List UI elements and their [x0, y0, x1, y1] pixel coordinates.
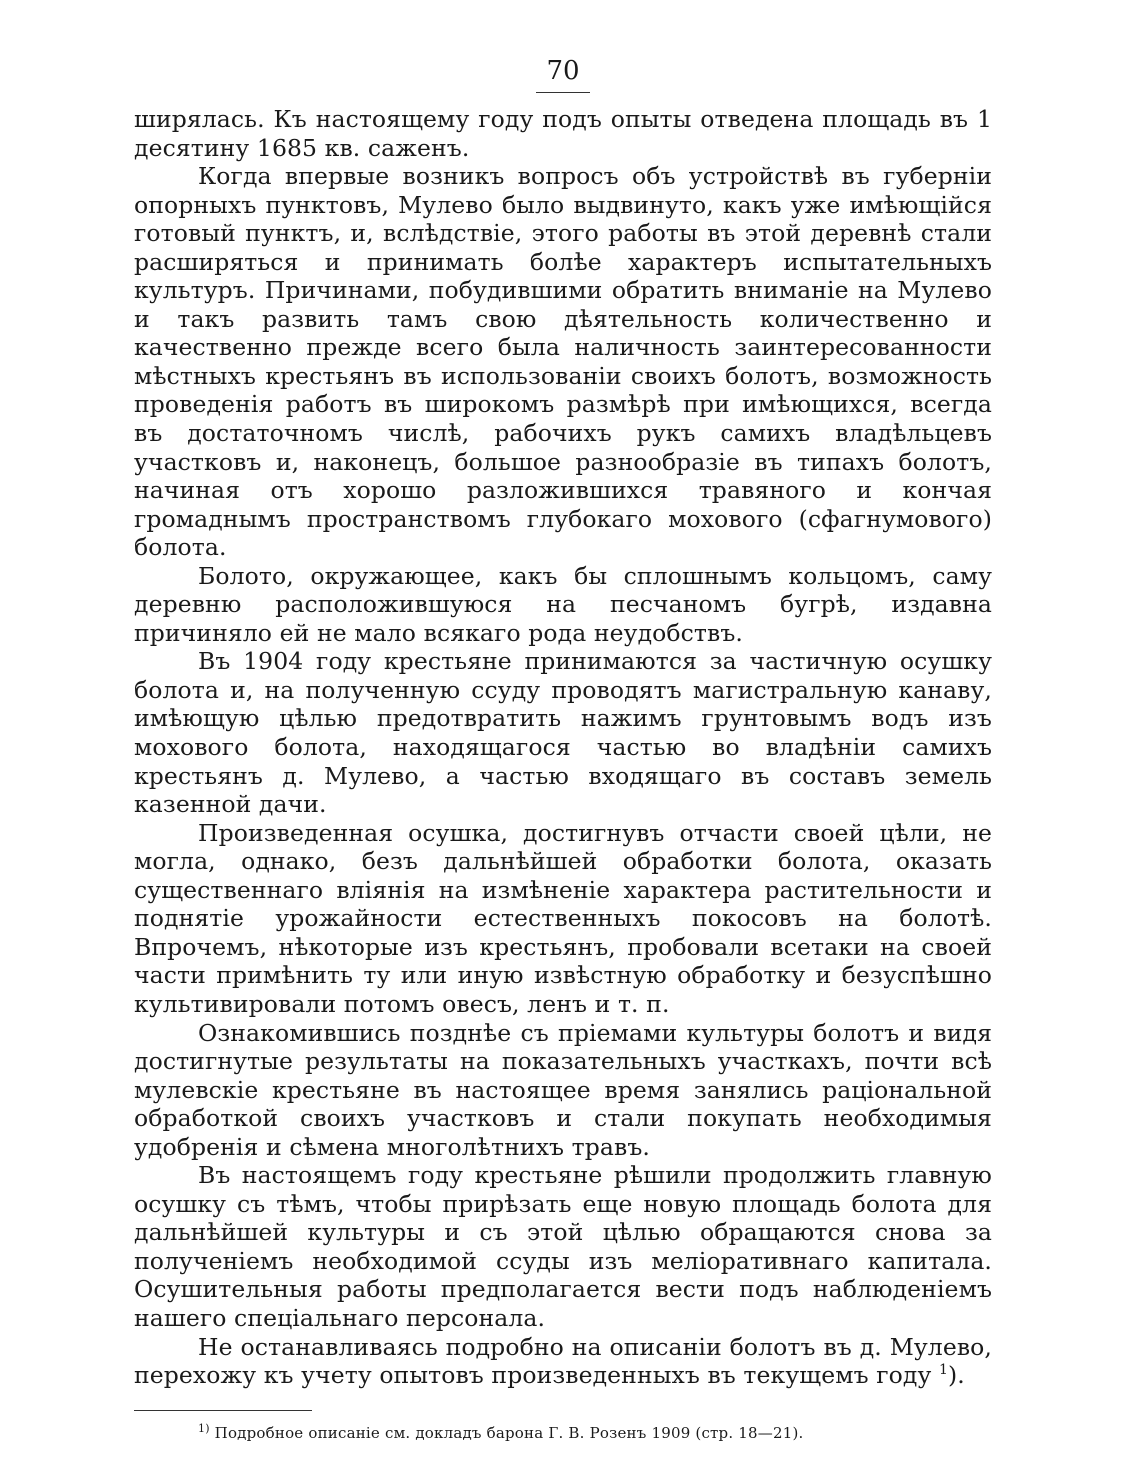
page-number: 70 — [546, 56, 580, 86]
body-text — [134, 105, 992, 1390]
page-number-underline — [536, 92, 590, 93]
document-page — [134, 56, 992, 1443]
footnote-divider — [134, 1410, 312, 1411]
footnote-text: Подробное описаніе см. докладъ барона Г. В. Розенъ 1909 (стр. 18—21). — [209, 1423, 804, 1442]
paragraph: Болото, окружающее, какъ бы сплошнымъ кольцомъ, саму деревню расположившуюся на песчаномъ бугрѣ, издавна причиняло ей не мало всякаго рода неудобствъ. — [134, 561, 992, 647]
paragraph: Произведенная осушка, достигнувъ отчасти своей цѣли, не могла, однако, безъ дальнѣйшей обработки болота, оказать существеннаго вліянія на измѣненіе характера растительности и поднятіе урожайности естественныхъ покосовъ на болотѣ. Впрочемъ, нѣкоторые изъ крестьянъ, пробовали всетаки на своей части примѣнить ту или иную извѣстную обработку и безуспѣшно культивировали потомъ овесъ, ленъ и т. п. — [134, 818, 992, 1018]
footnote-reference: 1 — [938, 1362, 948, 1379]
paragraph: Ознакомившись позднѣе съ пріемами культуры болотъ и видя достигнутые результаты на показательныхъ участкахъ, почти всѣ мулевскіе крестьяне въ настоящее время занялись раціональной обработкой своихъ участковъ и стали покупать необходимыя удобренія и сѣмена многолѣтнихъ травъ. — [134, 1018, 992, 1161]
paragraph-text: Не останавливаясь подробно на описаніи болотъ въ д. Мулево, перехожу къ учету опытовъ произведенныхъ въ текущемъ году — [134, 1332, 992, 1390]
paragraph-tail: ). — [947, 1361, 965, 1390]
footnote-mark: 1 — [198, 1421, 206, 1435]
footnote — [134, 1423, 992, 1443]
footnote-mark-close: ) — [205, 1421, 210, 1435]
paragraph: Когда впервые возникъ вопросъ объ устройствѣ въ губерніи опорныхъ пунктовъ, Мулево было выдвинуто, какъ уже имѣющійся готовый пунктъ, и, вслѣдствіе, этого работы въ этой деревнѣ стали расширяться и принимать болѣе характеръ испытательныхъ культуръ. Причинами, побудившими обратить вниманіе на Мулево и такъ развить тамъ свою дѣятельность количественно и качественно прежде всего была наличность заинтересованности мѣстныхъ крестьянъ въ использованіи своихъ болотъ, возможность проведенія работъ въ широкомъ размѣрѣ при имѣющихся, всегда въ достаточномъ числѣ, рабочихъ рукъ самихъ владѣльцевъ участковъ и, наконецъ, большое разнообразіе въ типахъ болотъ, начиная отъ хорошо разложившихся травяного и кончая громаднымъ пространствомъ глубокаго мохового (сфагнумового) болота. — [134, 162, 992, 562]
paragraph: ширялась. Къ настоящему году подъ опыты отведена площадь въ 1 десятину 1685 кв. саженъ. — [134, 105, 992, 162]
paragraph: Въ 1904 году крестьяне принимаются за частичную осушку болота и, на полученную ссуду проводятъ магистральную канаву, имѣющую цѣлью предотвратить нажимъ грунтовымъ водъ изъ мохового болота, находящагося частью во владѣніи самихъ крестьянъ д. Мулево, а частью входящаго въ составъ земель казенной дачи. — [134, 647, 992, 819]
paragraph: Въ настоящемъ году крестьяне рѣшили продолжить главную осушку съ тѣмъ, чтобы прирѣзать еще новую площадь болота для дальнѣйшей культуры и съ этой цѣлью обращаются снова за полученіемъ необходимой ссуды изъ меліоративнаго капитала. Осушительныя работы предполагается вести подъ наблюденіемъ нашего спеціальнаго персонала. — [134, 1161, 992, 1332]
paragraph-with-footnote — [134, 1333, 992, 1390]
